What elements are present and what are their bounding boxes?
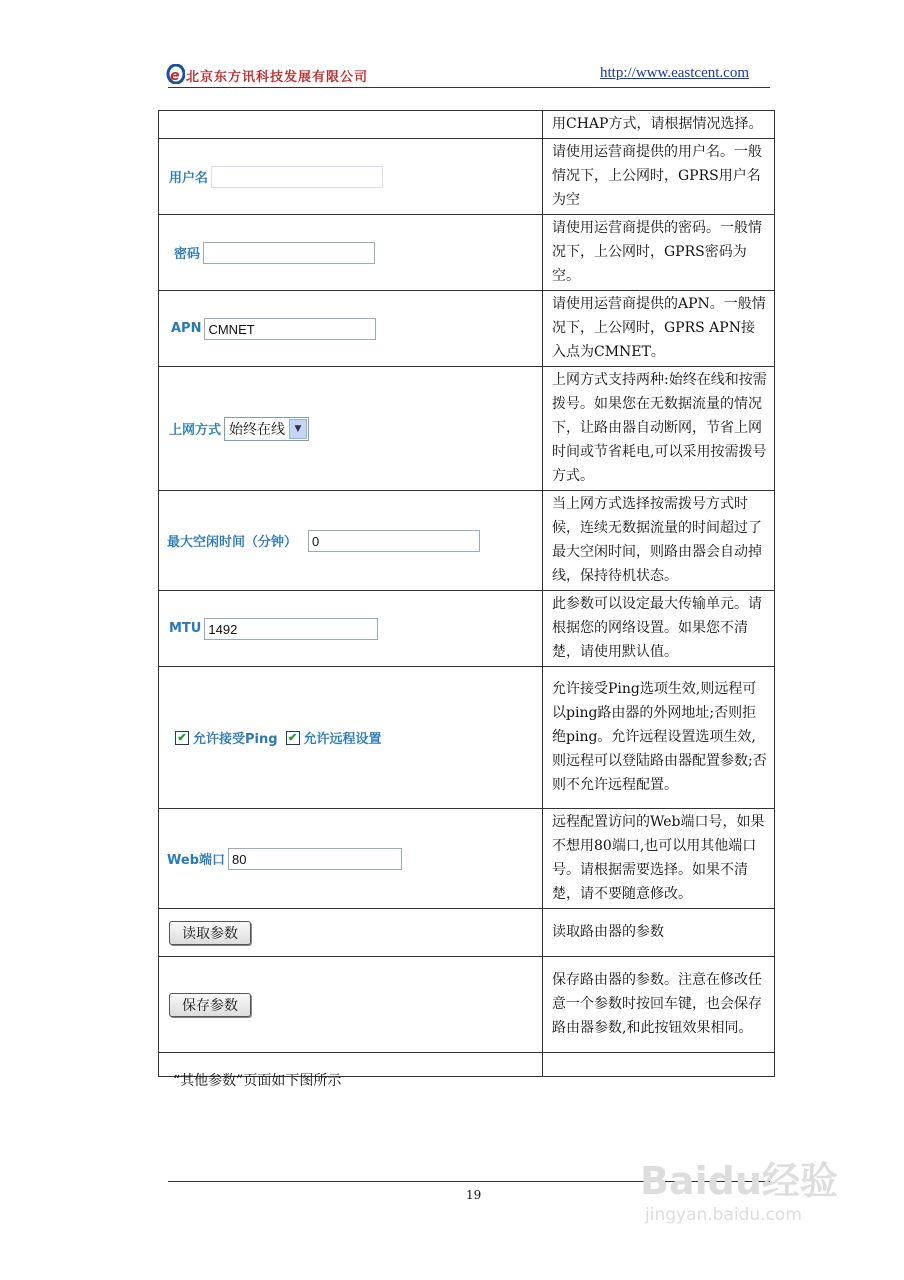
row-description: 远程配置访问的Web端口号，如果不想用80端口,也可以用其他端口号。请根据需要选择。如果不清楚，请不要随意修改。 xyxy=(543,809,775,909)
selected-value: 始终在线 xyxy=(229,421,286,438)
connection-mode-label: 上网方式 xyxy=(169,423,222,438)
table-row xyxy=(159,591,775,667)
row-description: 当上网方式选择按需拨号方式时候，连续无数据流量的时间超过了最大空闲时间，则路由器会自动掉线，保持待机状态。 xyxy=(543,491,775,591)
page-number: 19 xyxy=(466,1188,482,1202)
row-description: 请使用运营商提供的用户名。一般情况下，上公网时，GPRS用户名为空 xyxy=(543,139,775,215)
max-idle-time-label: 最大空闲时间（分钟） xyxy=(167,535,298,550)
table-row xyxy=(159,111,775,139)
table-row xyxy=(159,367,775,491)
row-description: 读取路由器的参数 xyxy=(543,909,775,957)
mtu-input[interactable]: 1492 xyxy=(204,618,378,640)
table-row xyxy=(159,909,775,957)
row-description: 保存路由器的参数。注意在修改任意一个参数时按回车键，也会保存路由器参数,和此按钮效果相同。 xyxy=(543,957,775,1053)
username-label: 用户名 xyxy=(169,171,209,186)
settings-table xyxy=(158,110,775,1077)
username-input[interactable] xyxy=(211,166,383,188)
row-description: 用CHAP方式，请根据情况选择。 xyxy=(543,111,775,139)
company-logo-icon xyxy=(165,64,185,84)
web-port-label: Web端口 xyxy=(167,853,225,868)
apn-label: APN xyxy=(171,321,202,336)
svg-text:e: e xyxy=(170,68,180,84)
website-link[interactable]: http://www.eastcent.com xyxy=(600,65,749,81)
allow-ping-label: 允许接受Ping xyxy=(193,732,278,747)
allow-remote-checkbox[interactable]: ✔ xyxy=(286,731,300,745)
max-idle-time-input[interactable]: 0 xyxy=(308,530,480,552)
mtu-label: MTU xyxy=(169,621,202,636)
password-label: 密码 xyxy=(174,247,201,262)
row-description: 请使用运营商提供的APN。一般情况下，上公网时，GPRS APN接入点为CMNET。 xyxy=(543,291,775,367)
password-input[interactable] xyxy=(203,242,375,264)
table-row xyxy=(159,215,775,291)
watermark-site: jingyan.baidu.com xyxy=(645,1205,802,1225)
watermark-brand: Baidu经验 xyxy=(640,1159,838,1203)
chevron-down-icon[interactable]: ▼ xyxy=(289,419,307,439)
table-row xyxy=(159,809,775,909)
table-row xyxy=(159,491,775,591)
read-params-button[interactable]: 读取参数 xyxy=(169,921,251,945)
allow-ping-checkbox[interactable]: ✔ xyxy=(175,731,189,745)
connection-mode-select[interactable] xyxy=(224,417,309,441)
row-description: 上网方式支持两种:始终在线和按需拨号。如果您在无数据流量的情况下，让路由器自动断网，节省上网时间或节省耗电,可以采用按需拨号方式。 xyxy=(543,367,775,491)
allow-remote-label: 允许远程设置 xyxy=(303,732,382,747)
row-description: 允许接受Ping选项生效,则远程可以ping路由器的外网地址;否则拒绝ping。允许远程设置选项生效,则远程可以登陆路由器配置参数;否则不允许远程配置。 xyxy=(543,667,775,809)
table-row xyxy=(159,139,775,215)
table-row xyxy=(159,957,775,1053)
apn-input[interactable]: CMNET xyxy=(204,318,376,340)
table-row xyxy=(159,291,775,367)
watermark xyxy=(640,1150,838,1225)
company-name: 北京东方讯科技发展有限公司 xyxy=(186,70,369,85)
row-description: 此参数可以设定最大传输单元。请根据您的网络设置。如果您不清楚，请使用默认值。 xyxy=(543,591,775,667)
header-divider xyxy=(168,87,770,88)
web-port-input[interactable]: 80 xyxy=(228,848,402,870)
table-row xyxy=(159,667,775,809)
row-description: 请使用运营商提供的密码。一般情况下，上公网时，GPRS密码为空。 xyxy=(543,215,775,291)
save-params-button[interactable]: 保存参数 xyxy=(169,993,251,1017)
caption-text: “其他参数”页面如下图所示 xyxy=(173,1073,342,1089)
